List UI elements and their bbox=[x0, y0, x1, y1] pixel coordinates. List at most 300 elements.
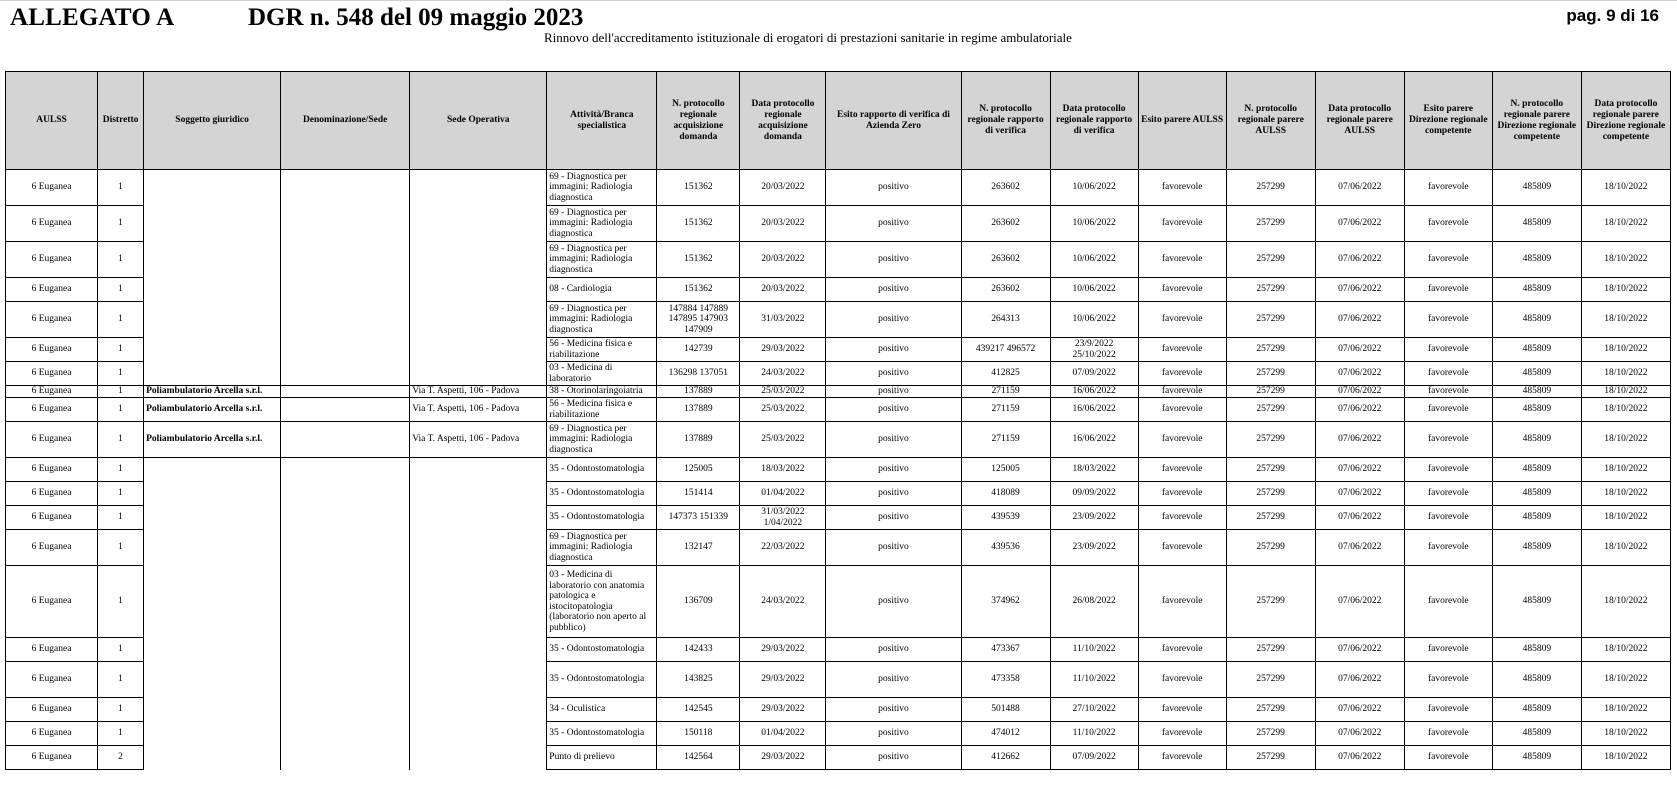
protocollo-verifica-cell: 473358 bbox=[961, 662, 1050, 698]
data-aulss-cell: 07/06/2022 bbox=[1315, 302, 1404, 338]
data-direzione-cell: 18/10/2022 bbox=[1581, 206, 1670, 242]
soggetto-cell bbox=[144, 338, 281, 362]
protocollo-aulss-cell: 257299 bbox=[1226, 398, 1315, 422]
table-row bbox=[6, 302, 1671, 338]
soggetto-cell bbox=[144, 698, 281, 722]
protocollo-aulss-cell: 257299 bbox=[1226, 530, 1315, 566]
denominazione-cell bbox=[281, 206, 410, 242]
protocollo-verifica-cell: 263602 bbox=[961, 206, 1050, 242]
data-verifica-cell: 11/10/2022 bbox=[1050, 722, 1138, 746]
data-aulss-cell: 07/06/2022 bbox=[1315, 362, 1404, 386]
protocollo-direzione-cell: 485809 bbox=[1492, 386, 1581, 398]
data-direzione-cell: 18/10/2022 bbox=[1581, 662, 1670, 698]
column-header: Esito parere AULSS bbox=[1138, 72, 1226, 170]
esito-aulss-cell: favorevole bbox=[1138, 746, 1226, 770]
soggetto-cell: Poliambulatorio Arcella s.r.l. bbox=[144, 422, 281, 458]
data-aulss-cell: 07/06/2022 bbox=[1315, 746, 1404, 770]
protocollo-domanda-cell: 150118 bbox=[657, 722, 740, 746]
data-direzione-cell: 18/10/2022 bbox=[1581, 398, 1670, 422]
data-verifica-cell: 11/10/2022 bbox=[1050, 662, 1138, 698]
protocollo-verifica-cell: 374962 bbox=[961, 566, 1050, 638]
protocollo-verifica-cell: 263602 bbox=[961, 242, 1050, 278]
attivita-cell: Punto di prelievo bbox=[547, 746, 657, 770]
aulss-cell: 6 Euganea bbox=[6, 242, 98, 278]
soggetto-cell bbox=[144, 206, 281, 242]
esito-direzione-cell: favorevole bbox=[1404, 398, 1492, 422]
protocollo-domanda-cell: 142739 bbox=[657, 338, 740, 362]
esito-direzione-cell: favorevole bbox=[1404, 422, 1492, 458]
protocollo-aulss-cell: 257299 bbox=[1226, 566, 1315, 638]
denominazione-cell bbox=[281, 338, 410, 362]
data-aulss-cell: 07/06/2022 bbox=[1315, 722, 1404, 746]
aulss-cell: 6 Euganea bbox=[6, 302, 98, 338]
column-header: N. protocollo regionale acquisizione domanda bbox=[657, 72, 740, 170]
protocollo-direzione-cell: 485809 bbox=[1492, 638, 1581, 662]
table-row bbox=[6, 398, 1671, 422]
attivita-cell: 03 - Medicina di laboratorio bbox=[547, 362, 657, 386]
soggetto-cell: Poliambulatorio Arcella s.r.l. bbox=[144, 386, 281, 398]
protocollo-domanda-cell: 142433 bbox=[657, 638, 740, 662]
data-domanda-cell: 22/03/2022 bbox=[740, 530, 826, 566]
table-row bbox=[6, 638, 1671, 662]
distretto-cell: 1 bbox=[98, 458, 144, 482]
esito-aulss-cell: favorevole bbox=[1138, 338, 1226, 362]
denominazione-cell bbox=[281, 398, 410, 422]
distretto-cell: 1 bbox=[98, 422, 144, 458]
protocollo-direzione-cell: 485809 bbox=[1492, 362, 1581, 386]
table-row bbox=[6, 566, 1671, 638]
esito-verifica-cell: positivo bbox=[826, 170, 961, 206]
distretto-cell: 1 bbox=[98, 170, 144, 206]
sede-cell bbox=[410, 242, 547, 278]
column-header: Distretto bbox=[98, 72, 144, 170]
protocollo-domanda-cell: 125005 bbox=[657, 458, 740, 482]
protocollo-aulss-cell: 257299 bbox=[1226, 338, 1315, 362]
table-row bbox=[6, 170, 1671, 206]
distretto-cell: 1 bbox=[98, 530, 144, 566]
attivita-cell: 35 - Odontostomatologia bbox=[547, 722, 657, 746]
protocollo-direzione-cell: 485809 bbox=[1492, 422, 1581, 458]
protocollo-verifica-cell: 473367 bbox=[961, 638, 1050, 662]
data-verifica-cell: 07/09/2022 bbox=[1050, 746, 1138, 770]
aulss-cell: 6 Euganea bbox=[6, 362, 98, 386]
aulss-cell: 6 Euganea bbox=[6, 278, 98, 302]
data-verifica-cell: 09/09/2022 bbox=[1050, 482, 1138, 506]
protocollo-direzione-cell: 485809 bbox=[1492, 278, 1581, 302]
distretto-cell: 1 bbox=[98, 242, 144, 278]
distretto-cell: 1 bbox=[98, 386, 144, 398]
protocollo-direzione-cell: 485809 bbox=[1492, 530, 1581, 566]
data-domanda-cell: 20/03/2022 bbox=[740, 278, 826, 302]
column-header: Data protocollo regionale parere Direzione regionale competente bbox=[1581, 72, 1670, 170]
esito-direzione-cell: favorevole bbox=[1404, 458, 1492, 482]
distretto-cell: 1 bbox=[98, 566, 144, 638]
denominazione-cell bbox=[281, 662, 410, 698]
protocollo-aulss-cell: 257299 bbox=[1226, 278, 1315, 302]
protocollo-aulss-cell: 257299 bbox=[1226, 242, 1315, 278]
data-direzione-cell: 18/10/2022 bbox=[1581, 482, 1670, 506]
column-header: Data protocollo regionale acquisizione domanda bbox=[740, 72, 826, 170]
soggetto-cell bbox=[144, 170, 281, 206]
data-direzione-cell: 18/10/2022 bbox=[1581, 746, 1670, 770]
esito-direzione-cell: favorevole bbox=[1404, 638, 1492, 662]
protocollo-aulss-cell: 257299 bbox=[1226, 662, 1315, 698]
data-verifica-cell: 10/06/2022 bbox=[1050, 242, 1138, 278]
aulss-cell: 6 Euganea bbox=[6, 698, 98, 722]
distretto-cell: 1 bbox=[98, 302, 144, 338]
esito-aulss-cell: favorevole bbox=[1138, 530, 1226, 566]
distretto-cell: 1 bbox=[98, 206, 144, 242]
attivita-cell: 38 - Otorinolaringoiatria bbox=[547, 386, 657, 398]
soggetto-cell bbox=[144, 746, 281, 770]
data-verifica-cell: 11/10/2022 bbox=[1050, 638, 1138, 662]
data-direzione-cell: 18/10/2022 bbox=[1581, 638, 1670, 662]
esito-aulss-cell: favorevole bbox=[1138, 722, 1226, 746]
attivita-cell: 69 - Diagnostica per immagini: Radiologia diagnostica bbox=[547, 242, 657, 278]
data-domanda-cell: 24/03/2022 bbox=[740, 566, 826, 638]
protocollo-domanda-cell: 142545 bbox=[657, 698, 740, 722]
data-verifica-cell: 16/06/2022 bbox=[1050, 422, 1138, 458]
data-domanda-cell: 29/03/2022 bbox=[740, 746, 826, 770]
esito-aulss-cell: favorevole bbox=[1138, 458, 1226, 482]
protocollo-direzione-cell: 485809 bbox=[1492, 398, 1581, 422]
data-verifica-cell: 23/09/2022 bbox=[1050, 506, 1138, 530]
esito-aulss-cell: favorevole bbox=[1138, 206, 1226, 242]
esito-verifica-cell: positivo bbox=[826, 338, 961, 362]
data-direzione-cell: 18/10/2022 bbox=[1581, 422, 1670, 458]
data-domanda-cell: 01/04/2022 bbox=[740, 722, 826, 746]
distretto-cell: 1 bbox=[98, 362, 144, 386]
sede-cell bbox=[410, 566, 547, 638]
distretto-cell: 1 bbox=[98, 506, 144, 530]
data-direzione-cell: 18/10/2022 bbox=[1581, 278, 1670, 302]
data-aulss-cell: 07/06/2022 bbox=[1315, 386, 1404, 398]
top-rule bbox=[0, 0, 1677, 1]
data-domanda-cell: 29/03/2022 bbox=[740, 338, 826, 362]
esito-aulss-cell: favorevole bbox=[1138, 662, 1226, 698]
denominazione-cell bbox=[281, 170, 410, 206]
column-header: Data protocollo regionale rapporto di verifica bbox=[1050, 72, 1138, 170]
sede-cell bbox=[410, 206, 547, 242]
column-header: N. protocollo regionale parere Direzione regionale competente bbox=[1492, 72, 1581, 170]
distretto-cell: 1 bbox=[98, 638, 144, 662]
soggetto-cell bbox=[144, 458, 281, 482]
distretto-cell: 1 bbox=[98, 338, 144, 362]
data-direzione-cell: 18/10/2022 bbox=[1581, 362, 1670, 386]
esito-aulss-cell: favorevole bbox=[1138, 170, 1226, 206]
protocollo-domanda-cell: 151362 bbox=[657, 206, 740, 242]
aulss-cell: 6 Euganea bbox=[6, 746, 98, 770]
data-aulss-cell: 07/06/2022 bbox=[1315, 638, 1404, 662]
denominazione-cell bbox=[281, 278, 410, 302]
sede-cell bbox=[410, 302, 547, 338]
data-aulss-cell: 07/06/2022 bbox=[1315, 530, 1404, 566]
esito-direzione-cell: favorevole bbox=[1404, 698, 1492, 722]
protocollo-aulss-cell: 257299 bbox=[1226, 698, 1315, 722]
distretto-cell: 1 bbox=[98, 722, 144, 746]
protocollo-aulss-cell: 257299 bbox=[1226, 206, 1315, 242]
table-row bbox=[6, 242, 1671, 278]
data-direzione-cell: 18/10/2022 bbox=[1581, 722, 1670, 746]
data-verifica-cell: 16/06/2022 bbox=[1050, 398, 1138, 422]
table-row bbox=[6, 662, 1671, 698]
data-domanda-cell: 24/03/2022 bbox=[740, 362, 826, 386]
data-direzione-cell: 18/10/2022 bbox=[1581, 698, 1670, 722]
esito-aulss-cell: favorevole bbox=[1138, 422, 1226, 458]
denominazione-cell bbox=[281, 506, 410, 530]
table-row bbox=[6, 698, 1671, 722]
sede-cell: Via T. Aspetti, 106 - Padova bbox=[410, 398, 547, 422]
soggetto-cell bbox=[144, 278, 281, 302]
data-aulss-cell: 07/06/2022 bbox=[1315, 482, 1404, 506]
data-domanda-cell: 01/04/2022 bbox=[740, 482, 826, 506]
esito-verifica-cell: positivo bbox=[826, 362, 961, 386]
data-verifica-cell: 23/09/2022 bbox=[1050, 530, 1138, 566]
soggetto-cell bbox=[144, 638, 281, 662]
aulss-cell: 6 Euganea bbox=[6, 170, 98, 206]
data-domanda-cell: 20/03/2022 bbox=[740, 170, 826, 206]
esito-verifica-cell: positivo bbox=[826, 566, 961, 638]
table-row bbox=[6, 482, 1671, 506]
esito-direzione-cell: favorevole bbox=[1404, 242, 1492, 278]
sede-cell bbox=[410, 170, 547, 206]
aulss-cell: 6 Euganea bbox=[6, 458, 98, 482]
protocollo-domanda-cell: 137889 bbox=[657, 386, 740, 398]
esito-verifica-cell: positivo bbox=[826, 746, 961, 770]
attivita-cell: 69 - Diagnostica per immagini: Radiologia diagnostica bbox=[547, 302, 657, 338]
protocollo-aulss-cell: 257299 bbox=[1226, 746, 1315, 770]
protocollo-aulss-cell: 257299 bbox=[1226, 458, 1315, 482]
data-domanda-cell: 31/03/2022 bbox=[740, 302, 826, 338]
data-aulss-cell: 07/06/2022 bbox=[1315, 506, 1404, 530]
sede-cell bbox=[410, 722, 547, 746]
table-row bbox=[6, 530, 1671, 566]
protocollo-domanda-cell: 132147 bbox=[657, 530, 740, 566]
soggetto-cell bbox=[144, 482, 281, 506]
data-aulss-cell: 07/06/2022 bbox=[1315, 278, 1404, 302]
data-domanda-cell: 20/03/2022 bbox=[740, 206, 826, 242]
protocollo-direzione-cell: 485809 bbox=[1492, 302, 1581, 338]
distretto-cell: 1 bbox=[98, 482, 144, 506]
data-domanda-cell: 29/03/2022 bbox=[740, 638, 826, 662]
data-aulss-cell: 07/06/2022 bbox=[1315, 398, 1404, 422]
esito-direzione-cell: favorevole bbox=[1404, 662, 1492, 698]
soggetto-cell bbox=[144, 662, 281, 698]
esito-direzione-cell: favorevole bbox=[1404, 362, 1492, 386]
denominazione-cell bbox=[281, 362, 410, 386]
protocollo-verifica-cell: 418089 bbox=[961, 482, 1050, 506]
soggetto-cell bbox=[144, 242, 281, 278]
aulss-cell: 6 Euganea bbox=[6, 506, 98, 530]
protocollo-direzione-cell: 485809 bbox=[1492, 566, 1581, 638]
sede-cell bbox=[410, 458, 547, 482]
column-header: Esito rapporto di verifica di Azienda Zero bbox=[826, 72, 961, 170]
protocollo-domanda-cell: 137889 bbox=[657, 422, 740, 458]
distretto-cell: 2 bbox=[98, 746, 144, 770]
protocollo-direzione-cell: 485809 bbox=[1492, 206, 1581, 242]
protocollo-direzione-cell: 485809 bbox=[1492, 662, 1581, 698]
data-aulss-cell: 07/06/2022 bbox=[1315, 170, 1404, 206]
esito-direzione-cell: favorevole bbox=[1404, 482, 1492, 506]
column-header: N. protocollo regionale rapporto di verifica bbox=[961, 72, 1050, 170]
table-header-row bbox=[6, 72, 1671, 170]
data-direzione-cell: 18/10/2022 bbox=[1581, 338, 1670, 362]
data-aulss-cell: 07/06/2022 bbox=[1315, 422, 1404, 458]
protocollo-domanda-cell: 143825 bbox=[657, 662, 740, 698]
sede-cell bbox=[410, 362, 547, 386]
data-aulss-cell: 07/06/2022 bbox=[1315, 698, 1404, 722]
protocollo-verifica-cell: 125005 bbox=[961, 458, 1050, 482]
esito-aulss-cell: favorevole bbox=[1138, 638, 1226, 662]
denominazione-cell bbox=[281, 722, 410, 746]
esito-verifica-cell: positivo bbox=[826, 662, 961, 698]
denominazione-cell bbox=[281, 242, 410, 278]
protocollo-verifica-cell: 439217 496572 bbox=[961, 338, 1050, 362]
data-verifica-cell: 16/06/2022 bbox=[1050, 386, 1138, 398]
data-direzione-cell: 18/10/2022 bbox=[1581, 530, 1670, 566]
aulss-cell: 6 Euganea bbox=[6, 206, 98, 242]
esito-direzione-cell: favorevole bbox=[1404, 278, 1492, 302]
aulss-cell: 6 Euganea bbox=[6, 482, 98, 506]
data-aulss-cell: 07/06/2022 bbox=[1315, 458, 1404, 482]
distretto-cell: 1 bbox=[98, 662, 144, 698]
column-header: AULSS bbox=[6, 72, 98, 170]
data-aulss-cell: 07/06/2022 bbox=[1315, 662, 1404, 698]
data-domanda-cell: 25/03/2022 bbox=[740, 398, 826, 422]
protocollo-verifica-cell: 263602 bbox=[961, 278, 1050, 302]
esito-aulss-cell: favorevole bbox=[1138, 398, 1226, 422]
table-row bbox=[6, 362, 1671, 386]
esito-aulss-cell: favorevole bbox=[1138, 362, 1226, 386]
data-domanda-cell: 25/03/2022 bbox=[740, 422, 826, 458]
aulss-cell: 6 Euganea bbox=[6, 530, 98, 566]
protocollo-verifica-cell: 263602 bbox=[961, 170, 1050, 206]
sede-cell bbox=[410, 278, 547, 302]
protocollo-verifica-cell: 412825 bbox=[961, 362, 1050, 386]
protocollo-verifica-cell: 439539 bbox=[961, 506, 1050, 530]
data-verifica-cell: 07/09/2022 bbox=[1050, 362, 1138, 386]
accreditation-table bbox=[5, 71, 1671, 770]
aulss-cell: 6 Euganea bbox=[6, 638, 98, 662]
sede-cell bbox=[410, 338, 547, 362]
esito-aulss-cell: favorevole bbox=[1138, 386, 1226, 398]
table-row bbox=[6, 338, 1671, 362]
data-direzione-cell: 18/10/2022 bbox=[1581, 566, 1670, 638]
data-direzione-cell: 18/10/2022 bbox=[1581, 458, 1670, 482]
protocollo-domanda-cell: 151414 bbox=[657, 482, 740, 506]
aulss-cell: 6 Euganea bbox=[6, 386, 98, 398]
protocollo-domanda-cell: 151362 bbox=[657, 170, 740, 206]
data-direzione-cell: 18/10/2022 bbox=[1581, 386, 1670, 398]
data-domanda-cell: 29/03/2022 bbox=[740, 662, 826, 698]
soggetto-cell: Poliambulatorio Arcella s.r.l. bbox=[144, 398, 281, 422]
data-direzione-cell: 18/10/2022 bbox=[1581, 506, 1670, 530]
attivita-cell: 69 - Diagnostica per immagini: Radiologia diagnostica bbox=[547, 206, 657, 242]
esito-direzione-cell: favorevole bbox=[1404, 206, 1492, 242]
protocollo-direzione-cell: 485809 bbox=[1492, 482, 1581, 506]
data-domanda-cell: 20/03/2022 bbox=[740, 242, 826, 278]
sede-cell bbox=[410, 662, 547, 698]
distretto-cell: 1 bbox=[98, 278, 144, 302]
data-aulss-cell: 07/06/2022 bbox=[1315, 566, 1404, 638]
soggetto-cell bbox=[144, 722, 281, 746]
attivita-cell: 56 - Medicina fisica e riabilitazione bbox=[547, 398, 657, 422]
esito-verifica-cell: positivo bbox=[826, 242, 961, 278]
soggetto-cell bbox=[144, 566, 281, 638]
esito-direzione-cell: favorevole bbox=[1404, 170, 1492, 206]
data-aulss-cell: 07/06/2022 bbox=[1315, 242, 1404, 278]
esito-verifica-cell: positivo bbox=[826, 722, 961, 746]
data-verifica-cell: 10/06/2022 bbox=[1050, 278, 1138, 302]
column-header: Attività/Branca specialistica bbox=[547, 72, 657, 170]
esito-verifica-cell: positivo bbox=[826, 206, 961, 242]
protocollo-domanda-cell: 136709 bbox=[657, 566, 740, 638]
attivita-cell: 35 - Odontostomatologia bbox=[547, 506, 657, 530]
protocollo-verifica-cell: 439536 bbox=[961, 530, 1050, 566]
sede-cell bbox=[410, 638, 547, 662]
sede-cell bbox=[410, 746, 547, 770]
sede-cell: Via T. Aspetti, 106 - Padova bbox=[410, 386, 547, 398]
esito-verifica-cell: positivo bbox=[826, 530, 961, 566]
protocollo-verifica-cell: 271159 bbox=[961, 422, 1050, 458]
esito-verifica-cell: positivo bbox=[826, 386, 961, 398]
esito-verifica-cell: positivo bbox=[826, 398, 961, 422]
document-subtitle: Rinnovo dell'accreditamento istituzionale di erogatori di prestazioni sanitarie in regime ambulatoriale bbox=[544, 30, 1072, 45]
protocollo-domanda-cell: 136298 137051 bbox=[657, 362, 740, 386]
esito-aulss-cell: favorevole bbox=[1138, 482, 1226, 506]
protocollo-domanda-cell: 147373 151339 bbox=[657, 506, 740, 530]
aulss-cell: 6 Euganea bbox=[6, 662, 98, 698]
protocollo-direzione-cell: 485809 bbox=[1492, 242, 1581, 278]
protocollo-direzione-cell: 485809 bbox=[1492, 170, 1581, 206]
data-domanda-cell: 31/03/2022 1/04/2022 bbox=[740, 506, 826, 530]
esito-aulss-cell: favorevole bbox=[1138, 698, 1226, 722]
dgr-title: DGR n. 548 del 09 maggio 2023 bbox=[248, 4, 584, 31]
attivita-cell: 69 - Diagnostica per immagini: Radiologia diagnostica bbox=[547, 170, 657, 206]
protocollo-aulss-cell: 257299 bbox=[1226, 302, 1315, 338]
esito-aulss-cell: favorevole bbox=[1138, 566, 1226, 638]
esito-aulss-cell: favorevole bbox=[1138, 242, 1226, 278]
table-row bbox=[6, 278, 1671, 302]
protocollo-direzione-cell: 485809 bbox=[1492, 458, 1581, 482]
protocollo-aulss-cell: 257299 bbox=[1226, 170, 1315, 206]
protocollo-verifica-cell: 412662 bbox=[961, 746, 1050, 770]
data-domanda-cell: 25/03/2022 bbox=[740, 386, 826, 398]
attivita-cell: 35 - Odontostomatologia bbox=[547, 482, 657, 506]
protocollo-direzione-cell: 485809 bbox=[1492, 338, 1581, 362]
soggetto-cell bbox=[144, 506, 281, 530]
data-aulss-cell: 07/06/2022 bbox=[1315, 338, 1404, 362]
data-verifica-cell: 27/10/2022 bbox=[1050, 698, 1138, 722]
esito-verifica-cell: positivo bbox=[826, 422, 961, 458]
esito-direzione-cell: favorevole bbox=[1404, 338, 1492, 362]
aulss-cell: 6 Euganea bbox=[6, 338, 98, 362]
esito-direzione-cell: favorevole bbox=[1404, 566, 1492, 638]
data-verifica-cell: 10/06/2022 bbox=[1050, 206, 1138, 242]
distretto-cell: 1 bbox=[98, 698, 144, 722]
protocollo-aulss-cell: 257299 bbox=[1226, 386, 1315, 398]
table-row bbox=[6, 506, 1671, 530]
protocollo-aulss-cell: 257299 bbox=[1226, 506, 1315, 530]
data-verifica-cell: 26/08/2022 bbox=[1050, 566, 1138, 638]
protocollo-direzione-cell: 485809 bbox=[1492, 722, 1581, 746]
protocollo-domanda-cell: 151362 bbox=[657, 278, 740, 302]
esito-verifica-cell: positivo bbox=[826, 638, 961, 662]
allegato-label: ALLEGATO A bbox=[10, 4, 175, 31]
protocollo-direzione-cell: 485809 bbox=[1492, 506, 1581, 530]
denominazione-cell bbox=[281, 746, 410, 770]
sede-cell bbox=[410, 698, 547, 722]
